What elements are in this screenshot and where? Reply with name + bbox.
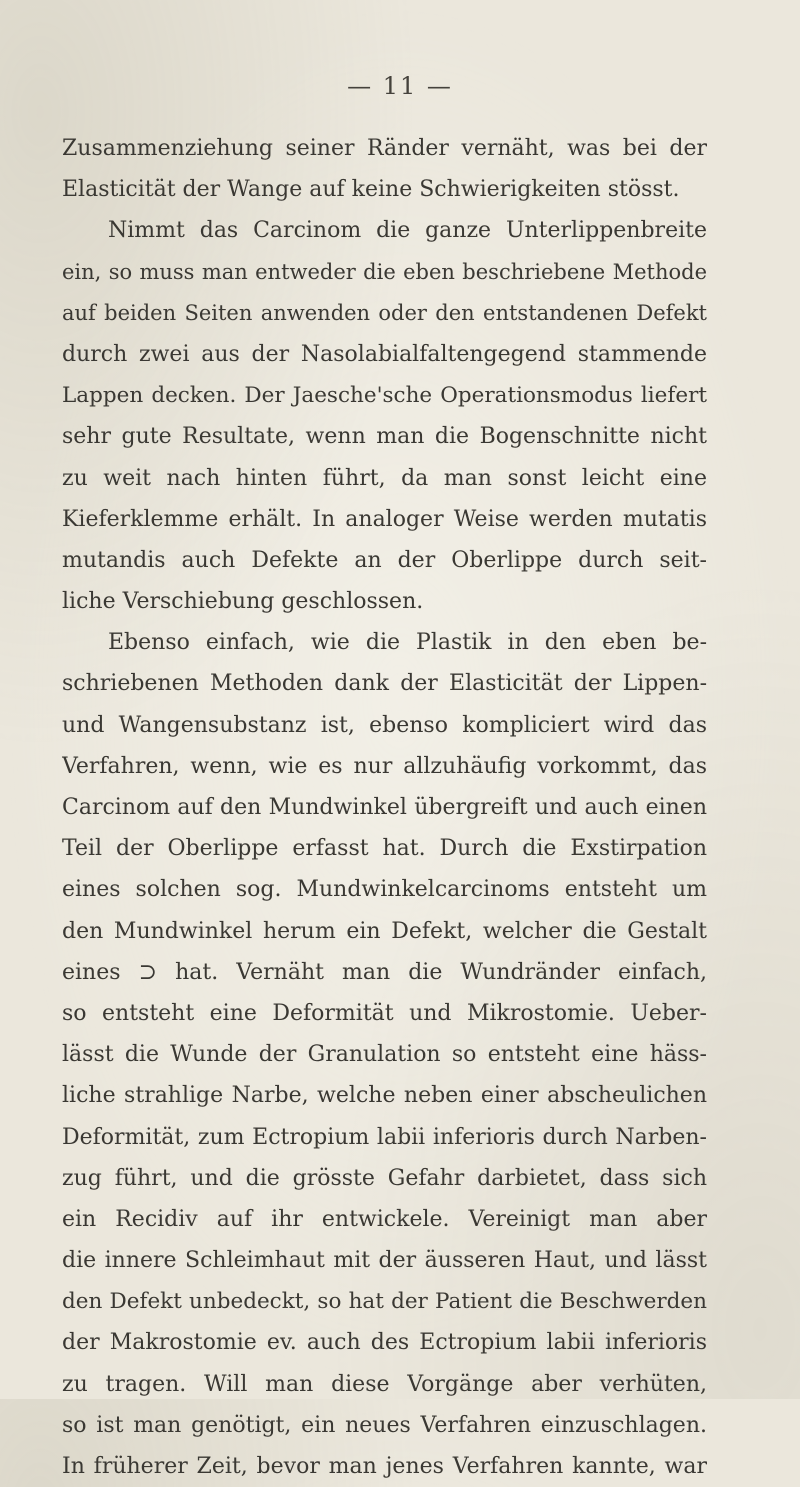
text-line: Verfahren, wenn, wie es nur allzuhäufig vorkommt, das [62, 753, 707, 779]
text-line: auf beiden Seiten anwenden oder den entstandenen Defekt [62, 300, 707, 325]
text-line: lässt die Wunde der Granulation so entsteht eine häss- [62, 1042, 707, 1068]
text-line: den Mundwinkel herum ein Defekt, welcher die Gestalt [62, 918, 707, 944]
text-line: schriebenen Methoden dank der Elasticität der Lippen- [62, 671, 707, 697]
text-line: eines solchen sog. Mundwinkelcarcinoms entsteht um [62, 877, 707, 903]
text-line: Kieferklemme erhält. In analoger Weise werden mutatis [62, 506, 707, 532]
text-line: die innere Schleimhaut mit der äusseren Haut, und lässt [62, 1248, 707, 1274]
text-line: liche Verschiebung geschlossen. [62, 589, 424, 615]
text-line: zu weit nach hinten führt, da man sonst leicht eine [62, 465, 707, 491]
text-line: Teil der Oberlippe erfasst hat. Durch die Exstirpation [62, 836, 707, 862]
text-line: zug führt, und die grösste Gefahr darbietet, dass sich [62, 1165, 707, 1191]
text-line: liche strahlige Narbe, welche neben einer abscheulichen [62, 1083, 707, 1109]
text-line: sehr gute Resultate, wenn man die Bogenschnitte nicht [62, 424, 707, 450]
text-line: Zusammenziehung seiner Ränder vernäht, was bei der [62, 136, 707, 161]
text-line: so ist man genötigt, ein neues Verfahren einzuschlagen. [62, 1412, 707, 1438]
page-number: — 11 — [347, 72, 453, 100]
text-line: durch zwei aus der Nasolabialfaltengegend stammende [62, 341, 707, 367]
text-line: In früherer Zeit, bevor man jenes Verfahren kannte, war [62, 1454, 707, 1479]
text-line: so entsteht eine Deformität und Mikrostomie. Ueber- [62, 1000, 707, 1026]
text-line: ein, so muss man entweder die eben beschriebene Methode [62, 259, 707, 284]
text-line: eines ⊃ hat. Vernäht man die Wundränder einfach, [62, 959, 707, 985]
text-line: Nimmt das Carcinom die ganze Unterlippenbreite [108, 218, 707, 244]
text-line: Carcinom auf den Mundwinkel übergreift und auch einen [62, 795, 707, 820]
text-line: der Makrostomie ev. auch des Ectropium labii inferioris [62, 1330, 707, 1356]
text-line: Ebenso einfach, wie die Plastik in den eben be- [108, 630, 707, 656]
text-line: den Defekt unbedeckt, so hat der Patient die Beschwerden [62, 1289, 707, 1315]
text-line: Lappen decken. Der Jaesche'sche Operationsmodus liefert [62, 383, 707, 409]
text-line: mutandis auch Defekte an der Oberlippe durch seit- [62, 547, 707, 573]
text-body [62, 128, 707, 1487]
text-line: und Wangensubstanz ist, ebenso kompliciert wird das [62, 712, 707, 738]
text-line: zu tragen. Will man diese Vorgänge aber verhüten, [62, 1371, 707, 1397]
text-line: ein Recidiv auf ihr entwickele. Vereinigt man aber [62, 1206, 707, 1232]
text-line: Elasticität der Wange auf keine Schwierigkeiten stösst. [62, 177, 680, 203]
text-line: Deformität, zum Ectropium labii inferioris durch Narben- [62, 1124, 707, 1150]
